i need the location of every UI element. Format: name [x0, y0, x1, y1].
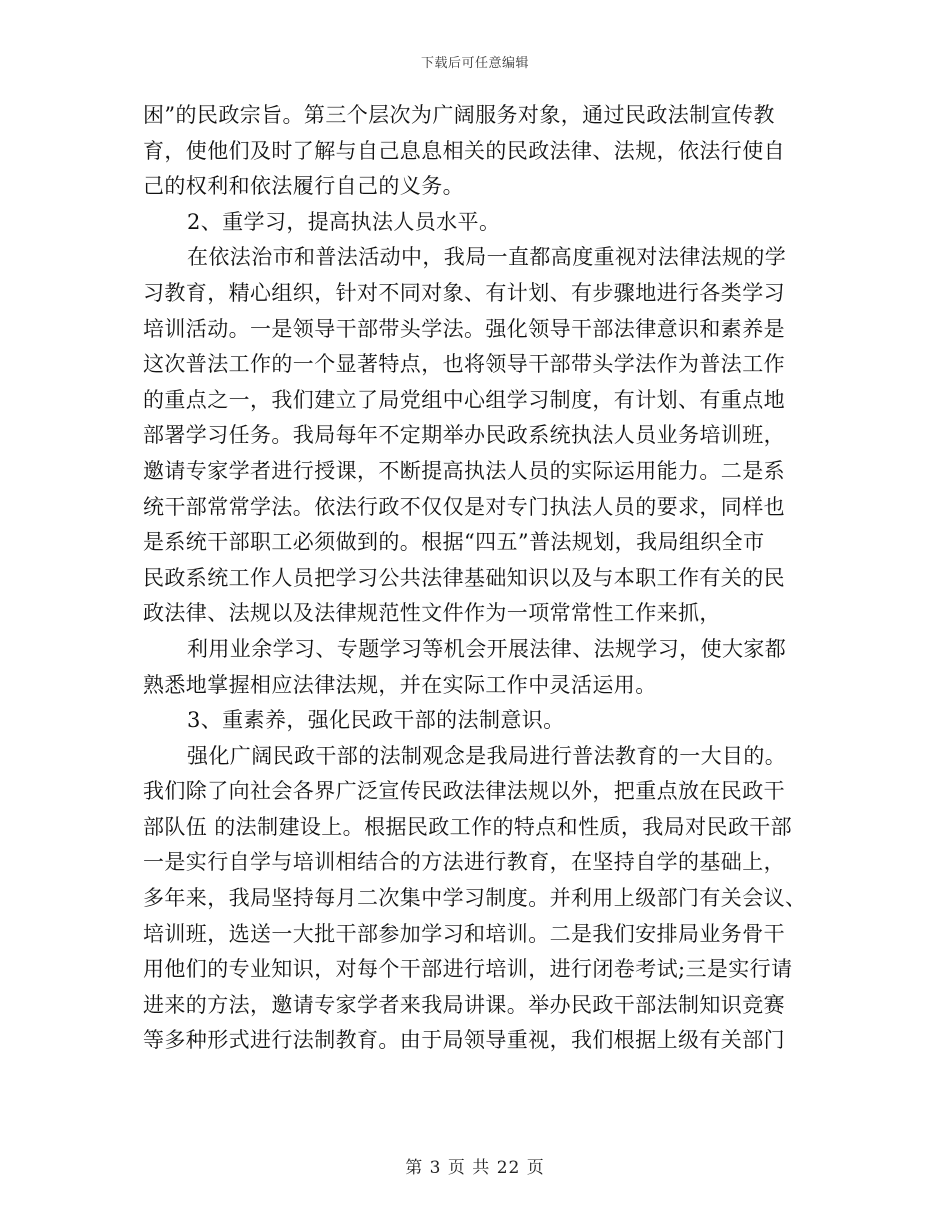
body-line: 熟悉地掌握相应法律法规，并在实际工作中灵活运用。 [143, 672, 657, 697]
body-line: 习教育，精心组织，针对不同对象、有计划、有步骤地进行各类学习 [143, 280, 785, 305]
section-heading: 2、重学习，提高执法人员水平。 [187, 209, 501, 234]
document-body [143, 98, 807, 1059]
paragraph-start-line: 利用业余学习、专题学习等机会开展法律、法规学习，使大家都 [187, 636, 787, 661]
paragraph-start-line: 在依法治市和普法活动中，我局一直都高度重视对法律法规的学 [187, 245, 787, 270]
body-line: 一是实行自学与培训相结合的方法进行教育，在坚持自学的基础上， [143, 850, 785, 875]
body-line: 等多种形式进行法制教育。由于局领导重视，我们根据上级有关部门 [143, 1028, 785, 1053]
page-header: 下载后可任意编辑 [420, 56, 529, 71]
body-line: 部署学习任务。我局每年不定期举办民政系统执法人员业务培训班， [143, 423, 785, 448]
body-line: 民政系统工作人员把学习公共法律基础知识以及与本职工作有关的民 [143, 565, 785, 590]
body-line: 的重点之一，我们建立了局党组中心组学习制度，有计划、有重点地 [143, 387, 785, 412]
body-line: 进来的方法，邀请专家学者来我局讲课。举办民政干部法制知识竞赛 [143, 992, 785, 1017]
body-line: 困”的民政宗旨。第三个层次为广阔服务对象，通过民政法制宣传教 [143, 103, 775, 127]
body-line: 这次普法工作的一个显著特点，也将领导干部带头学法作为普法工作 [143, 352, 785, 377]
body-line: 己的权利和依法履行自己的义务。 [143, 174, 464, 199]
body-line: 用他们的专业知识，对每个干部进行培训，进行闭卷考试;三是实行请 [143, 957, 793, 982]
body-line: 育，使他们及时了解与自己息息相关的民政法律、法规，依法行使自 [143, 138, 785, 163]
body-line: 培训活动。一是领导干部带头学法。强化领导干部法律意识和素养是 [143, 316, 785, 341]
body-line: 统干部常常学法。依法行政不仅仅是对专门执法人员的要求，同样也 [143, 494, 785, 519]
body-line: 多年来，我局坚持每月二次集中学习制度。并利用上级部门有关会议、 [143, 886, 807, 911]
body-line: 培训班，选送一大批干部参加学习和培训。二是我们安排局业务骨干 [143, 921, 785, 946]
page-number-footer: 第 3 页 共 22 页 [405, 1158, 545, 1178]
body-line: 是系统干部职工必须做到的。根据“四五”普法规划，我局组织全市 [143, 530, 765, 555]
body-line: 邀请专家学者进行授课，不断提高执法人员的实际运用能力。二是系 [143, 458, 785, 483]
section-heading: 3、重素养，强化民政干部的法制意识。 [187, 708, 565, 733]
body-line: 政法律、法规以及法律规范性文件作为一项常常性工作来抓， [143, 601, 721, 626]
paragraph-start-line: 强化广阔民政干部的法制观念是我局进行普法教育的一大目的。 [187, 743, 787, 768]
body-line: 部队伍 的法制建设上。根据民政工作的特点和性质，我局对民政干部 [143, 814, 793, 839]
body-line: 我们除了向社会各界广泛宣传民政法律法规以外，把重点放在民政干 [143, 779, 785, 804]
